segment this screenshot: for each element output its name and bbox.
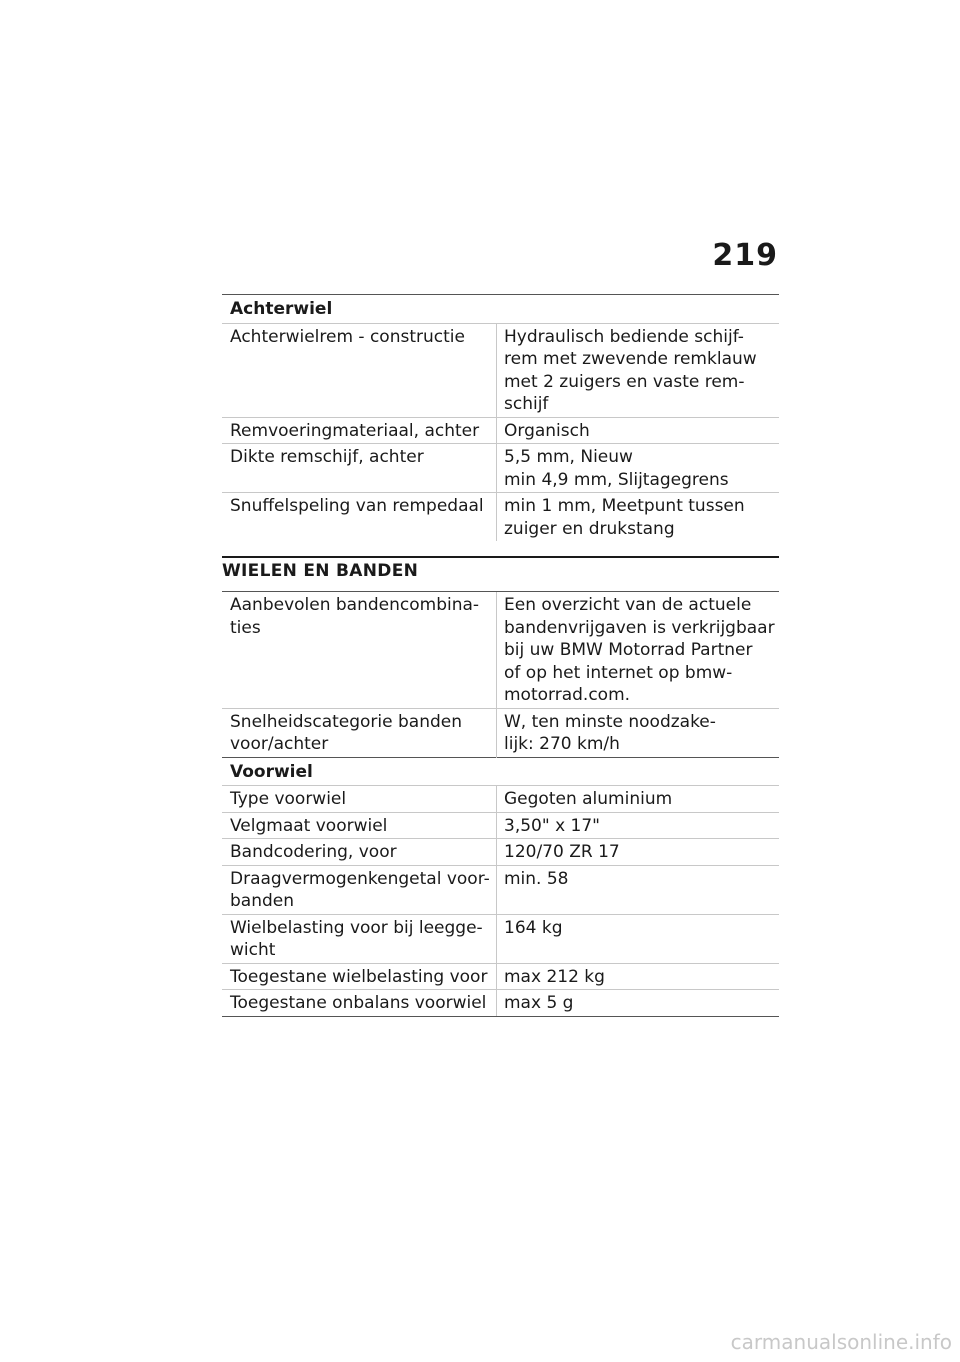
spec-value: max 212 kg [497, 963, 780, 990]
spec-label: Toegestane wielbelasting voor [222, 963, 497, 990]
table-row [222, 493, 779, 542]
table-row [222, 323, 779, 417]
spec-value: 120/70 ZR 17 [497, 839, 780, 866]
page-content [222, 294, 779, 1017]
spec-value: min. 58 [497, 865, 780, 914]
table-row [222, 708, 779, 757]
spec-value: 3,50" x 17" [497, 812, 780, 839]
table-row [222, 786, 779, 813]
spec-value: W, ten minste noodzake- lijk: 270 km/h [497, 708, 780, 757]
rear-wheel-heading: Achterwiel [222, 295, 779, 324]
spec-label: Achterwielrem - constructie [222, 323, 497, 417]
spec-value: Organisch [497, 417, 780, 444]
table-row [222, 914, 779, 963]
spec-label: Velgmaat voorwiel [222, 812, 497, 839]
spec-value: max 5 g [497, 990, 780, 1017]
section-heading: WIELEN EN BANDEN [222, 556, 779, 591]
spec-label: Snuffelspeling van rempedaal [222, 493, 497, 542]
page-number: 219 [712, 238, 778, 273]
table-row [222, 812, 779, 839]
spec-label: Wielbelasting voor bij leegge- wicht [222, 914, 497, 963]
rear-wheel-table [222, 294, 779, 541]
tyres-table [222, 591, 779, 1017]
spec-value: 164 kg [497, 914, 780, 963]
spec-label: Snelheidscategorie banden voor/achter [222, 708, 497, 757]
spec-label: Remvoeringmateriaal, achter [222, 417, 497, 444]
spec-value: 5,5 mm, Nieuw min 4,9 mm, Slijtagegrens [497, 444, 780, 493]
spec-value: Gegoten aluminium [497, 786, 780, 813]
table-row [222, 417, 779, 444]
table-row [222, 839, 779, 866]
spec-label: Aanbevolen bandencombina- ties [222, 592, 497, 709]
spec-label: Toegestane onbalans voorwiel [222, 990, 497, 1017]
table-row [222, 990, 779, 1017]
table-row [222, 865, 779, 914]
table-row [222, 963, 779, 990]
spec-label: Type voorwiel [222, 786, 497, 813]
table-subheading [222, 757, 779, 786]
spec-value: min 1 mm, Meetpunt tussen zuiger en drukstang [497, 493, 780, 542]
front-wheel-heading: Voorwiel [222, 757, 779, 786]
spec-value: Een overzicht van de actuele bandenvrijgaven is verkrijgbaar bij uw BMW Motorrad Partner of op het internet op bmw- motorrad.com. [497, 592, 780, 709]
table-row [222, 444, 779, 493]
table-subheading [222, 295, 779, 324]
spec-label: Bandcodering, voor [222, 839, 497, 866]
spec-label: Dikte remschijf, achter [222, 444, 497, 493]
spec-label: Draagvermogenkengetal voor- banden [222, 865, 497, 914]
table-row [222, 592, 779, 709]
spec-value: Hydraulisch bediende schijf- rem met zwevende remklauw met 2 zuigers en vaste rem- schijf [497, 323, 780, 417]
watermark: carmanualsonline.info [730, 1330, 952, 1354]
